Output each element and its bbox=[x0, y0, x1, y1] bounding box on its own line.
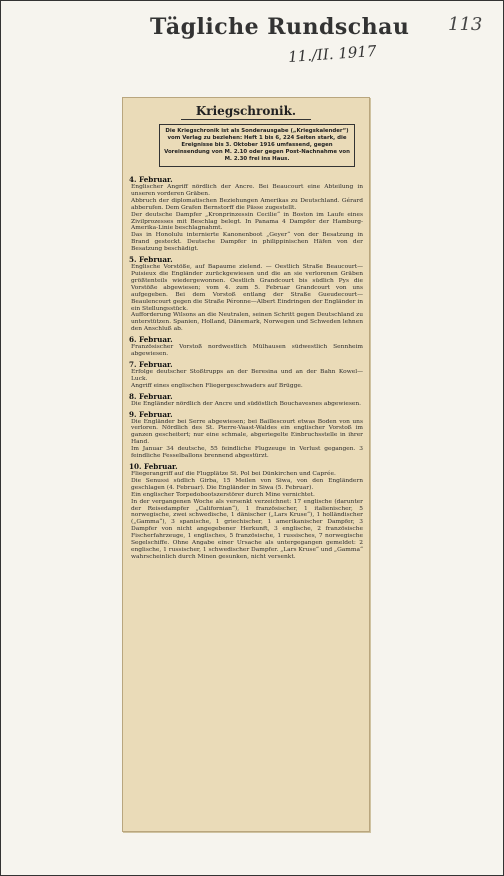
entry-item: Im Januar 34 deutsche, 55 feindliche Flugzeuge in Verlust gegangen. 3 feindliche Fesselballons brennend abgestürzt. bbox=[131, 446, 363, 460]
entry-item: Englische Vorstöße, auf Bapaume zielend. — Oestlich Straße Beaucourt—Puisieux die Engländer zurückgewiesen und die an sie verlorenen Gräben größtenteils wiedergewonnen. Oestlich Grandcourt bis südlich Pys die Vorstöße abgewiesen; vom 4. zum 5. Februar Grandcourt von uns aufgegeben. Bei dem Vorstoß entlang der Straße Gueudecourt—Beaulencourt gegen die Straße Péronne—Albert Eindringen der Engländer in ein Stellungsstück. bbox=[131, 264, 363, 312]
chronicle-entry bbox=[129, 411, 363, 460]
entry-item: Das in Honolulu internierte Kanonenboot „Geyer“ von der Besatzung in Brand gesteckt. Deutsche Dampfer in philippinischen Häfen von der Besatzung beschädigt. bbox=[131, 232, 363, 253]
entry-item: Fliegerangriff auf die Flugplätze St. Pol bei Dünkirchen und Caprée. bbox=[131, 471, 336, 477]
entry-item: Erfolge deutscher Stoßtrupps an der Beresina und an der Bahn Kowel—Luck. bbox=[131, 368, 363, 382]
chronicle-entry bbox=[129, 361, 363, 390]
entry-date: 6. Februar. bbox=[129, 335, 173, 345]
entry-date: 10. Februar. bbox=[129, 462, 178, 471]
entry-item: Französischer Vorstoß nordwestlich Mülhausen südwestlich Sennheim abgewiesen. bbox=[131, 344, 363, 358]
archive-number: 113 bbox=[448, 14, 483, 35]
entry-item: Aufforderung Wilsons an die Neutralen, seinen Schritt gegen Deutschland zu unterstützen. Spanien, Holland, Dänemark, Norwegen und Schweden lehnen den Anschluß ab. bbox=[131, 312, 363, 333]
entry-item: Abbruch der diplomatischen Beziehungen Amerikas zu Deutschland. Gérard abberufen. Dem Grafen Bernstorff die Pässe zugestellt. bbox=[131, 197, 363, 211]
clipping-title: Kriegschronik. bbox=[181, 104, 311, 120]
chronicle-entry bbox=[129, 463, 363, 561]
chronicle-entry bbox=[129, 393, 363, 408]
entry-date: 7. Februar. bbox=[129, 359, 173, 369]
entry-item: Die Engländer bei Serre abgewiesen; bei Baillescourt etwas Boden von uns verloren. Nördlich des St. Pierre-Vaast-Waldes ein englischer Vorstoß im ganzen gescheitert; nur eine schmale, abgeriegelte Einbruchsstelle in ihrer Hand. bbox=[131, 418, 363, 446]
chronicle-entry bbox=[129, 256, 363, 333]
entry-date: 9. Februar. bbox=[129, 409, 173, 419]
chronicle-entries bbox=[123, 171, 369, 561]
entry-date: 4. Februar. bbox=[129, 175, 173, 184]
entry-item: In der vergangenen Woche als versenkt verzeichnet: 17 englische (darunter der Reisedampfer „Californian“), 1 französischer, 1 italienischer, 5 norwegische, zwei schwedische, 1 dänischer („Lars Kruse“), 1 holländischer („Gamma“), 3 spanische, 1 griechischer, 1 amerikanischer Dampfer, 3 Dampfer von nicht angegebener Herkunft, 3 englische, 2 französische Fischerfahrzeuge, 1 englisches, 5 französische, 1 russisches, 7 norwegische Segelschiffe. Ohne Angabe einer Ursache als untergegangen gemeldet: 2 englische, 1 russischer, 1 schwedischer Dampfer. „Lars Kruse“ und „Gamma“ wahrscheinlich durch Minen gesunken, nicht versenkt. bbox=[131, 498, 364, 560]
entry-item: Die Senussi südlich Girba, 15 Meilen von Siwa, von den Engländern geschlagen (4. Februar). Die Engländer in Siwa (5. Februar). bbox=[131, 477, 363, 491]
entry-date: 8. Februar. bbox=[129, 391, 173, 401]
handwritten-date: 11./II. 1917 bbox=[287, 41, 378, 67]
entry-date: 5. Februar. bbox=[129, 255, 173, 265]
newspaper-masthead: Tägliche Rundschau bbox=[150, 14, 410, 40]
entry-item: Der deutsche Dampfer „Kronprinzessin Cecilie“ in Boston im Laufe eines Zivilprozesses mit Beschlag belegt. In Panama 4 Dampfer der Hamburg-Amerika-Linie beschlagnahmt. bbox=[131, 211, 363, 232]
entry-item: Ein englischer Torpedobootszerstörer durch Mine vernichtet. bbox=[131, 491, 315, 498]
entry-item: Angriff eines englischen Fliegergeschwaders auf Brügge. bbox=[131, 382, 303, 389]
chronicle-entry bbox=[129, 176, 363, 253]
chronicle-entry bbox=[129, 336, 363, 358]
newspaper-clipping bbox=[122, 97, 370, 832]
publication-notice: Die Kriegschronik ist als Sonderausgabe („Kriegskalender“) vom Verlag zu beziehen: Heft 1 bis 6, 224 Seiten stark, die Ereignisse bis 3. Oktober 1916 umfassend, gegen Voreinsendung von M. 2.10 oder gegen Post-Nachnahme von M. 2.30 frei ins Haus. bbox=[159, 124, 355, 167]
entry-item: Die Engländer nördlich der Ancre und südöstlich Bouchavesnes abgewiesen. bbox=[131, 400, 361, 407]
entry-item: Englischer Angriff nördlich der Ancre. Bei Beaucourt eine Abteilung in unseren vorderen Gräben. bbox=[131, 184, 363, 197]
